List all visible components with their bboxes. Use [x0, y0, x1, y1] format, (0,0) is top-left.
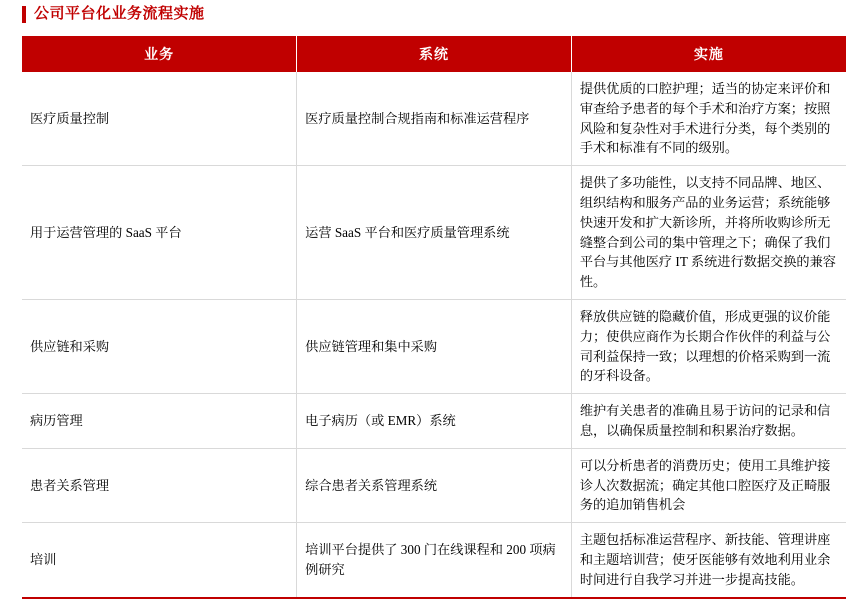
cell-implementation-text: 可以分析患者的消费历史；使用工具维护接诊人次数据流；确定其他口腔医疗及正畸服务的追加销售机会 [579, 457, 831, 513]
column-header-business: 业务 [22, 36, 297, 72]
cell-implementation [571, 394, 846, 449]
cell-system-text: 综合患者关系管理系统 [305, 477, 438, 493]
cell-system-text: 培训平台提供了 300 门在线课程和 200 项病例研究 [305, 542, 556, 577]
cell-system [297, 448, 572, 522]
cell-business [22, 523, 297, 598]
cell-system [297, 72, 572, 166]
cell-implementation-text: 释放供应链的隐藏价值，形成更强的议价能力；使供应商作为长期合作伙伴的利益与公司利益保持一致；以理想的价格采购到一流的牙科设备。 [579, 308, 831, 384]
title-accent-bar [22, 6, 26, 23]
column-header-system: 系统 [297, 36, 572, 72]
table-header-row [22, 36, 846, 72]
cell-implementation [571, 166, 846, 300]
process-table-container [22, 36, 846, 599]
cell-business-text: 患者关系管理 [30, 477, 110, 493]
cell-business-text: 供应链和采购 [30, 338, 110, 354]
table-row [22, 72, 846, 166]
cell-business-text: 培训 [30, 551, 57, 567]
cell-system [297, 523, 572, 598]
cell-system-text: 电子病历（或 EMR）系统 [305, 413, 456, 429]
table-row [22, 523, 846, 598]
table-body [22, 72, 846, 598]
table-header [22, 36, 846, 72]
cell-business-text: 病历管理 [30, 413, 83, 429]
cell-business-text: 医疗质量控制 [30, 110, 110, 126]
process-table [22, 36, 846, 599]
cell-implementation [571, 299, 846, 393]
cell-business-text: 用于运营管理的 SaaS 平台 [30, 224, 182, 240]
cell-implementation-text: 提供了多功能性，以支持不同品牌、地区、组织结构和服务产品的业务运营；系统能够快速开发和扩大新诊所，并将所收购诊所无缝整合到公司的集中管理之下；确保了我们平台与其他医疗 IT 系统进行数据交换的兼容性。 [579, 175, 836, 290]
table-row [22, 166, 846, 300]
cell-implementation [571, 448, 846, 522]
page-title: 公司平台化业务流程实施 [34, 5, 205, 22]
cell-implementation-text: 提供优质的口腔护理；适当的协定来评价和审查给予患者的每个手术和治疗方案；按照风险和复杂性对手术进行分类，每个类别的手术和标准有不同的级别。 [579, 81, 831, 156]
table-row [22, 448, 846, 522]
column-header-implementation: 实施 [571, 36, 846, 72]
cell-business [22, 299, 297, 393]
cell-system [297, 166, 572, 300]
cell-business [22, 394, 297, 449]
cell-business [22, 448, 297, 522]
cell-implementation [571, 523, 846, 598]
table-row [22, 299, 846, 393]
cell-business [22, 166, 297, 300]
cell-implementation-text: 维护有关患者的准确且易于访问的记录和信息，以确保质量控制和积累治疗数据。 [579, 403, 831, 438]
cell-system [297, 394, 572, 449]
cell-system-text: 运营 SaaS 平台和医疗质量管理系统 [305, 224, 510, 240]
cell-business [22, 72, 297, 166]
cell-implementation-text: 主题包括标准运营程序、新技能、管理讲座和主题培训营；使牙医能够有效地利用业余时间进行自我学习并进一步提高技能。 [579, 532, 831, 587]
cell-system-text: 供应链管理和集中采购 [305, 338, 438, 354]
cell-system-text: 医疗质量控制合规指南和标准运营程序 [305, 110, 530, 126]
table-row [22, 394, 846, 449]
document-title-row [0, 0, 866, 26]
cell-implementation [571, 72, 846, 166]
cell-system [297, 299, 572, 393]
